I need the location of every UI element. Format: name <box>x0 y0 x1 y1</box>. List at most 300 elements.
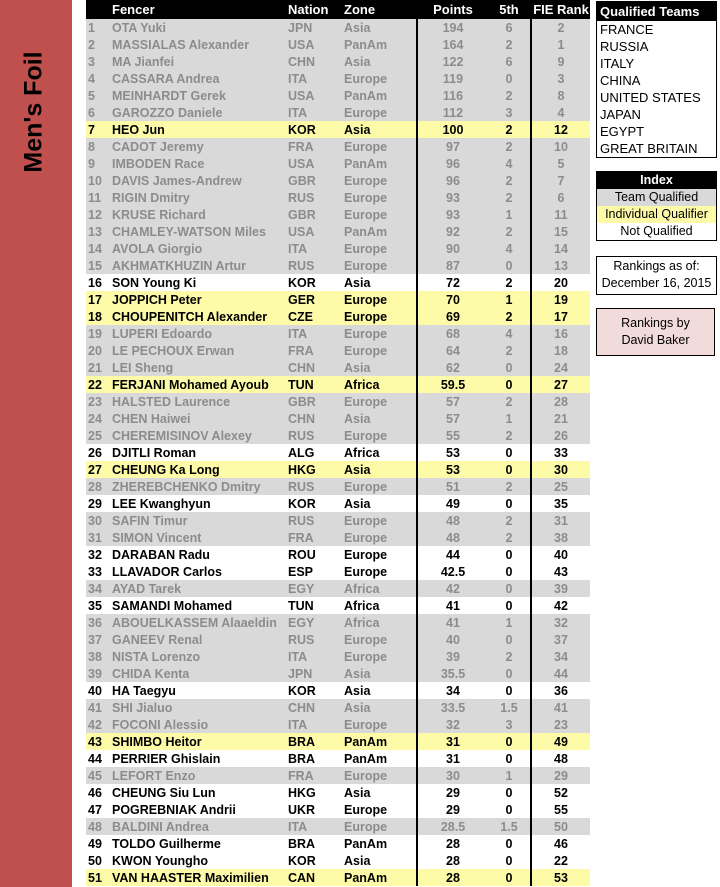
cell-points: 57 <box>417 410 488 427</box>
rankings-body <box>86 19 590 886</box>
cell-fifth: 1.5 <box>488 699 531 716</box>
cell-nation: USA <box>288 87 344 104</box>
cell-fie-rank: 29 <box>531 767 590 784</box>
cell-rank: 27 <box>86 461 112 478</box>
cell-fie-rank: 26 <box>531 427 590 444</box>
cell-fie-rank: 38 <box>531 529 590 546</box>
cell-rank: 42 <box>86 716 112 733</box>
sidebar-banner <box>0 0 72 887</box>
cell-fie-rank: 41 <box>531 699 590 716</box>
cell-rank: 12 <box>86 206 112 223</box>
credit-box <box>596 308 715 356</box>
cell-fencer: SON Young Ki <box>112 274 288 291</box>
cell-rank: 31 <box>86 529 112 546</box>
header-points: Points <box>417 0 488 19</box>
cell-fencer: CASSARA Andrea <box>112 70 288 87</box>
cell-nation: ESP <box>288 563 344 580</box>
cell-fencer: SAMANDI Mohamed <box>112 597 288 614</box>
cell-fencer: MA Jianfei <box>112 53 288 70</box>
table-row <box>86 733 590 750</box>
cell-rank: 46 <box>86 784 112 801</box>
cell-zone: Asia <box>344 274 417 291</box>
cell-fencer: LEI Sheng <box>112 359 288 376</box>
cell-points: 92 <box>417 223 488 240</box>
cell-points: 28.5 <box>417 818 488 835</box>
cell-fencer: BALDINI Andrea <box>112 818 288 835</box>
cell-rank: 15 <box>86 257 112 274</box>
table-row <box>86 359 590 376</box>
cell-fifth: 4 <box>488 240 531 257</box>
cell-points: 93 <box>417 189 488 206</box>
cell-nation: RUS <box>288 189 344 206</box>
table-row <box>86 478 590 495</box>
cell-nation: CHN <box>288 699 344 716</box>
cell-fifth: 0 <box>488 682 531 699</box>
cell-fifth: 6 <box>488 19 531 36</box>
cell-fifth: 4 <box>488 155 531 172</box>
table-row <box>86 665 590 682</box>
cell-fifth: 2 <box>488 223 531 240</box>
cell-nation: BRA <box>288 750 344 767</box>
cell-nation: USA <box>288 36 344 53</box>
index-item: Individual Qualifier <box>597 206 716 223</box>
table-row <box>86 257 590 274</box>
cell-fie-rank: 52 <box>531 784 590 801</box>
table-row <box>86 818 590 835</box>
cell-rank: 25 <box>86 427 112 444</box>
cell-fencer: OTA Yuki <box>112 19 288 36</box>
cell-nation: ITA <box>288 818 344 835</box>
table-row <box>86 189 590 206</box>
table-row <box>86 376 590 393</box>
cell-fencer: GAROZZO Daniele <box>112 104 288 121</box>
cell-fie-rank: 25 <box>531 478 590 495</box>
table-row <box>86 104 590 121</box>
cell-nation: KOR <box>288 274 344 291</box>
cell-rank: 51 <box>86 869 112 886</box>
cell-zone: Asia <box>344 19 417 36</box>
cell-zone: Asia <box>344 682 417 699</box>
cell-points: 64 <box>417 342 488 359</box>
header-nation: Nation <box>288 0 344 19</box>
cell-zone: Asia <box>344 121 417 138</box>
cell-fie-rank: 48 <box>531 750 590 767</box>
cell-fencer: CHEUNG Siu Lun <box>112 784 288 801</box>
cell-zone: Europe <box>344 529 417 546</box>
cell-rank: 29 <box>86 495 112 512</box>
cell-fifth: 2 <box>488 308 531 325</box>
cell-zone: Europe <box>344 563 417 580</box>
cell-fifth: 0 <box>488 495 531 512</box>
cell-points: 51 <box>417 478 488 495</box>
cell-points: 57 <box>417 393 488 410</box>
table-row <box>86 801 590 818</box>
cell-points: 194 <box>417 19 488 36</box>
cell-points: 87 <box>417 257 488 274</box>
cell-zone: Europe <box>344 393 417 410</box>
table-row <box>86 512 590 529</box>
cell-fencer: LE PECHOUX Erwan <box>112 342 288 359</box>
table-row <box>86 36 590 53</box>
cell-rank: 43 <box>86 733 112 750</box>
cell-fie-rank: 43 <box>531 563 590 580</box>
rankings-date-box <box>596 256 717 295</box>
cell-points: 48 <box>417 512 488 529</box>
cell-zone: Europe <box>344 308 417 325</box>
table-row <box>86 70 590 87</box>
cell-fifth: 2 <box>488 274 531 291</box>
header-rank <box>86 0 112 19</box>
cell-fie-rank: 55 <box>531 801 590 818</box>
cell-nation: RUS <box>288 631 344 648</box>
cell-fifth: 0 <box>488 359 531 376</box>
cell-fifth: 6 <box>488 53 531 70</box>
cell-fifth: 3 <box>488 716 531 733</box>
cell-fencer: MEINHARDT Gerek <box>112 87 288 104</box>
cell-fie-rank: 30 <box>531 461 590 478</box>
cell-nation: KOR <box>288 495 344 512</box>
cell-rank: 13 <box>86 223 112 240</box>
cell-fencer: LLAVADOR Carlos <box>112 563 288 580</box>
cell-fifth: 2 <box>488 87 531 104</box>
table-row <box>86 597 590 614</box>
qualified-teams-list <box>597 21 716 157</box>
cell-zone: Europe <box>344 291 417 308</box>
cell-points: 55 <box>417 427 488 444</box>
cell-fie-rank: 4 <box>531 104 590 121</box>
cell-fifth: 2 <box>488 342 531 359</box>
credit-author: David Baker <box>621 333 690 347</box>
cell-nation: ALG <box>288 444 344 461</box>
table-row <box>86 427 590 444</box>
cell-zone: Africa <box>344 597 417 614</box>
cell-rank: 23 <box>86 393 112 410</box>
table-row <box>86 53 590 70</box>
cell-points: 69 <box>417 308 488 325</box>
cell-fencer: FOCONI Alessio <box>112 716 288 733</box>
cell-rank: 17 <box>86 291 112 308</box>
cell-fifth: 0 <box>488 733 531 750</box>
cell-points: 44 <box>417 546 488 563</box>
cell-zone: Europe <box>344 104 417 121</box>
cell-zone: PanAm <box>344 750 417 767</box>
cell-fifth: 4 <box>488 325 531 342</box>
cell-rank: 36 <box>86 614 112 631</box>
cell-zone: Asia <box>344 410 417 427</box>
cell-fifth: 0 <box>488 784 531 801</box>
cell-fencer: RIGIN Dmitry <box>112 189 288 206</box>
cell-fie-rank: 28 <box>531 393 590 410</box>
header-fencer: Fencer <box>112 0 288 19</box>
table-row <box>86 495 590 512</box>
cell-zone: Asia <box>344 53 417 70</box>
cell-fencer: TOLDO Guilherme <box>112 835 288 852</box>
table-row <box>86 308 590 325</box>
cell-fifth: 1 <box>488 614 531 631</box>
cell-zone: Asia <box>344 461 417 478</box>
table-row <box>86 648 590 665</box>
cell-fencer: CHOUPENITCH Alexander <box>112 308 288 325</box>
cell-zone: PanAm <box>344 869 417 886</box>
table-row <box>86 291 590 308</box>
cell-rank: 28 <box>86 478 112 495</box>
cell-zone: PanAm <box>344 87 417 104</box>
header-fifth: 5th <box>488 0 531 19</box>
cell-fifth: 0 <box>488 801 531 818</box>
cell-fifth: 0 <box>488 376 531 393</box>
cell-points: 28 <box>417 869 488 886</box>
cell-nation: GBR <box>288 172 344 189</box>
cell-rank: 6 <box>86 104 112 121</box>
cell-rank: 39 <box>86 665 112 682</box>
cell-fencer: GANEEV Renal <box>112 631 288 648</box>
cell-points: 30 <box>417 767 488 784</box>
cell-fie-rank: 27 <box>531 376 590 393</box>
cell-fifth: 0 <box>488 869 531 886</box>
cell-zone: Europe <box>344 138 417 155</box>
cell-rank: 16 <box>86 274 112 291</box>
cell-fencer: CHAMLEY-WATSON Miles <box>112 223 288 240</box>
cell-points: 32 <box>417 716 488 733</box>
cell-fencer: JOPPICH Peter <box>112 291 288 308</box>
cell-rank: 49 <box>86 835 112 852</box>
cell-nation: KOR <box>288 682 344 699</box>
cell-fie-rank: 11 <box>531 206 590 223</box>
cell-nation: RUS <box>288 512 344 529</box>
cell-rank: 38 <box>86 648 112 665</box>
cell-fifth: 2 <box>488 189 531 206</box>
credit-label: Rankings by <box>621 316 690 330</box>
cell-fie-rank: 36 <box>531 682 590 699</box>
cell-nation: UKR <box>288 801 344 818</box>
cell-zone: Africa <box>344 614 417 631</box>
header-fie-rank: FIE Rank <box>531 0 590 19</box>
table-row <box>86 529 590 546</box>
cell-nation: HKG <box>288 461 344 478</box>
cell-points: 41 <box>417 614 488 631</box>
cell-fie-rank: 19 <box>531 291 590 308</box>
cell-rank: 14 <box>86 240 112 257</box>
cell-fifth: 0 <box>488 597 531 614</box>
header-zone: Zone <box>344 0 417 19</box>
cell-zone: Europe <box>344 189 417 206</box>
cell-nation: ITA <box>288 240 344 257</box>
cell-fie-rank: 6 <box>531 189 590 206</box>
cell-rank: 30 <box>86 512 112 529</box>
cell-fie-rank: 34 <box>531 648 590 665</box>
cell-fencer: LEE Kwanghyun <box>112 495 288 512</box>
cell-zone: Africa <box>344 376 417 393</box>
cell-fifth: 2 <box>488 478 531 495</box>
index-header: Index <box>597 172 716 189</box>
cell-fifth: 1 <box>488 410 531 427</box>
cell-points: 28 <box>417 835 488 852</box>
cell-zone: Asia <box>344 665 417 682</box>
cell-fifth: 1 <box>488 206 531 223</box>
cell-rank: 32 <box>86 546 112 563</box>
table-row <box>86 206 590 223</box>
cell-fencer: KWON Youngho <box>112 852 288 869</box>
cell-fie-rank: 42 <box>531 597 590 614</box>
cell-points: 116 <box>417 87 488 104</box>
table-row <box>86 835 590 852</box>
cell-fie-rank: 10 <box>531 138 590 155</box>
cell-points: 48 <box>417 529 488 546</box>
cell-fifth: 0 <box>488 631 531 648</box>
cell-nation: ITA <box>288 70 344 87</box>
cell-rank: 26 <box>86 444 112 461</box>
cell-points: 41 <box>417 597 488 614</box>
table-row <box>86 563 590 580</box>
cell-fencer: MASSIALAS Alexander <box>112 36 288 53</box>
cell-fencer: AVOLA Giorgio <box>112 240 288 257</box>
cell-points: 97 <box>417 138 488 155</box>
cell-nation: GBR <box>288 393 344 410</box>
cell-fie-rank: 3 <box>531 70 590 87</box>
cell-fie-rank: 40 <box>531 546 590 563</box>
qualified-team-item: GREAT BRITAIN <box>600 141 698 156</box>
cell-fencer: SIMON Vincent <box>112 529 288 546</box>
cell-fencer: DAVIS James-Andrew <box>112 172 288 189</box>
cell-fifth: 0 <box>488 750 531 767</box>
cell-rank: 33 <box>86 563 112 580</box>
cell-zone: Europe <box>344 648 417 665</box>
qualified-team-item: RUSSIA <box>600 39 649 54</box>
table-header-row <box>86 0 590 19</box>
rankings-date-value: December 16, 2015 <box>601 276 712 290</box>
cell-nation: FRA <box>288 342 344 359</box>
cell-zone: PanAm <box>344 835 417 852</box>
cell-zone: Europe <box>344 172 417 189</box>
cell-rank: 21 <box>86 359 112 376</box>
cell-fie-rank: 2 <box>531 19 590 36</box>
cell-fie-rank: 5 <box>531 155 590 172</box>
cell-fifth: 1.5 <box>488 818 531 835</box>
cell-zone: Asia <box>344 784 417 801</box>
table-row <box>86 410 590 427</box>
cell-points: 100 <box>417 121 488 138</box>
cell-rank: 44 <box>86 750 112 767</box>
cell-fifth: 0 <box>488 461 531 478</box>
cell-points: 72 <box>417 274 488 291</box>
cell-fifth: 2 <box>488 172 531 189</box>
cell-points: 164 <box>417 36 488 53</box>
qualified-teams-box <box>596 1 717 158</box>
table-row <box>86 274 590 291</box>
cell-rank: 18 <box>86 308 112 325</box>
cell-fifth: 2 <box>488 648 531 665</box>
cell-nation: BRA <box>288 733 344 750</box>
cell-fie-rank: 35 <box>531 495 590 512</box>
cell-fencer: NISTA Lorenzo <box>112 648 288 665</box>
cell-fifth: 0 <box>488 444 531 461</box>
cell-points: 49 <box>417 495 488 512</box>
cell-nation: CZE <box>288 308 344 325</box>
cell-fencer: CHEUNG Ka Long <box>112 461 288 478</box>
cell-fifth: 0 <box>488 563 531 580</box>
page-title: Men's Foil <box>19 51 48 173</box>
cell-fie-rank: 7 <box>531 172 590 189</box>
cell-nation: TUN <box>288 376 344 393</box>
cell-fencer: SAFIN Timur <box>112 512 288 529</box>
cell-nation: ITA <box>288 716 344 733</box>
cell-fie-rank: 9 <box>531 53 590 70</box>
cell-zone: Asia <box>344 699 417 716</box>
cell-fencer: PERRIER Ghislain <box>112 750 288 767</box>
rankings-table <box>86 0 590 886</box>
cell-fencer: KRUSE Richard <box>112 206 288 223</box>
cell-rank: 35 <box>86 597 112 614</box>
cell-fifth: 0 <box>488 546 531 563</box>
table-row <box>86 631 590 648</box>
cell-nation: JPN <box>288 665 344 682</box>
table-row <box>86 444 590 461</box>
cell-zone: Asia <box>344 852 417 869</box>
cell-points: 40 <box>417 631 488 648</box>
cell-zone: Europe <box>344 325 417 342</box>
cell-nation: FRA <box>288 529 344 546</box>
cell-zone: Europe <box>344 801 417 818</box>
cell-nation: HKG <box>288 784 344 801</box>
cell-fencer: LUPERI Edoardo <box>112 325 288 342</box>
cell-fencer: CHEREMISINOV Alexey <box>112 427 288 444</box>
table-row <box>86 223 590 240</box>
cell-fifth: 0 <box>488 70 531 87</box>
cell-points: 59.5 <box>417 376 488 393</box>
cell-rank: 50 <box>86 852 112 869</box>
cell-rank: 47 <box>86 801 112 818</box>
cell-fie-rank: 17 <box>531 308 590 325</box>
cell-nation: FRA <box>288 767 344 784</box>
cell-fifth: 0 <box>488 580 531 597</box>
cell-points: 62 <box>417 359 488 376</box>
cell-fie-rank: 50 <box>531 818 590 835</box>
cell-fencer: HALSTED Laurence <box>112 393 288 410</box>
cell-fie-rank: 14 <box>531 240 590 257</box>
cell-nation: FRA <box>288 138 344 155</box>
cell-zone: Africa <box>344 580 417 597</box>
cell-nation: CAN <box>288 869 344 886</box>
cell-points: 28 <box>417 852 488 869</box>
cell-zone: Europe <box>344 70 417 87</box>
cell-points: 42 <box>417 580 488 597</box>
cell-rank: 22 <box>86 376 112 393</box>
cell-fifth: 1 <box>488 767 531 784</box>
rankings-date-label: Rankings as of: <box>613 259 700 273</box>
table-row <box>86 240 590 257</box>
cell-fencer: LEFORT Enzo <box>112 767 288 784</box>
cell-nation: RUS <box>288 257 344 274</box>
cell-fencer: ZHEREBCHENKO Dmitry <box>112 478 288 495</box>
cell-nation: KOR <box>288 852 344 869</box>
cell-zone: Europe <box>344 767 417 784</box>
cell-rank: 40 <box>86 682 112 699</box>
table-row <box>86 546 590 563</box>
cell-fifth: 2 <box>488 427 531 444</box>
table-row <box>86 461 590 478</box>
table-row <box>86 852 590 869</box>
cell-fencer: SHIMBO Heitor <box>112 733 288 750</box>
cell-zone: Europe <box>344 818 417 835</box>
cell-fie-rank: 32 <box>531 614 590 631</box>
qualified-team-item: ITALY <box>600 56 635 71</box>
cell-fifth: 2 <box>488 529 531 546</box>
cell-zone: Asia <box>344 495 417 512</box>
cell-zone: Africa <box>344 444 417 461</box>
cell-nation: RUS <box>288 427 344 444</box>
cell-zone: Europe <box>344 512 417 529</box>
cell-points: 70 <box>417 291 488 308</box>
